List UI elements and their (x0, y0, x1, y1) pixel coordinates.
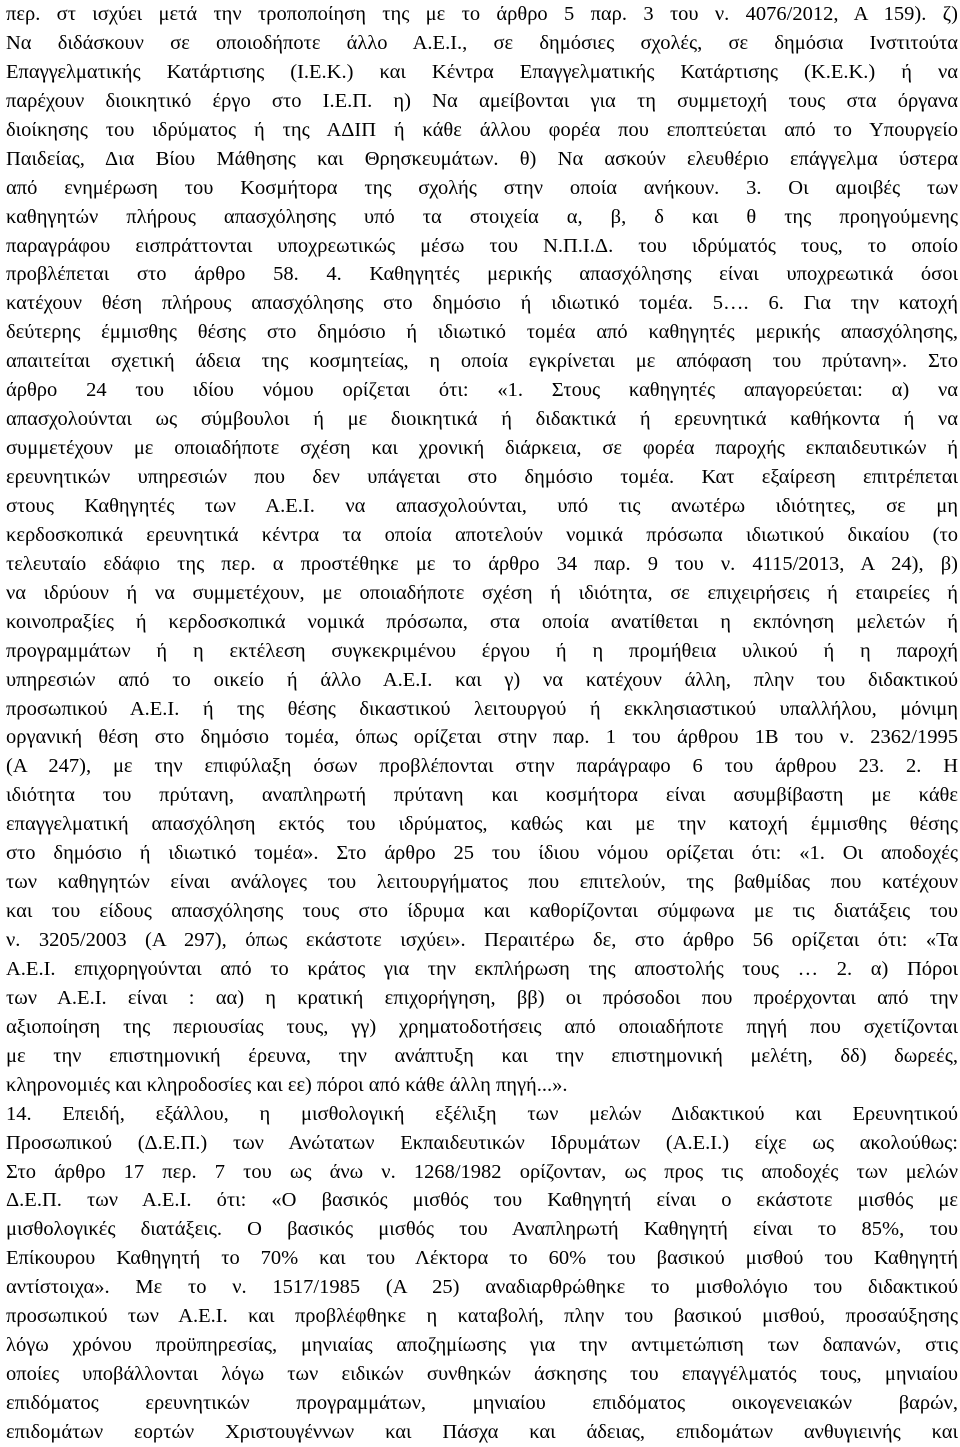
text-line: Επίκουρου Καθηγητή το 70% και του Λέκτορα το 60% του βασικού μισθού του Καθηγητή (6, 1247, 958, 1270)
text-line: Παιδείας, Δια Βίου Μάθησης και Θρησκευμάτων. θ) Να ασκούν ελευθέριο επάγγελμα ύστερα (6, 147, 958, 170)
text-line: (Α 247), με την επιφύλαξη όσων προβλέπονται στην παράγραφο 6 του άρθρου 23. 2. Η (6, 755, 958, 778)
text-line: 14. Επειδή, εξάλλου, η μισθολογική εξέλιξη των μελών Διδακτικού και Ερευνητικού (6, 1102, 958, 1125)
text-line: των καθηγητών είναι ανάλογες του λειτουργήματος που επιτελούν, της βαθμίδας που κατέχουν (6, 871, 958, 894)
text-line: και του είδους απασχόλησης τους στο ίδρυμα και καθορίζονται σύμφωνα με τις διατάξεις του (6, 900, 958, 923)
text-line: απαιτείται σχετική άδεια της κοσμητείας, η οποία εγκρίνεται με απόφαση του πρύτανη». Στο (6, 350, 958, 373)
text-line: κληρονομιές και κληροδοσίες και εε) πόροι από κάθε άλλη πηγή...». (6, 1073, 568, 1096)
text-line: επιδόματος ερευνητικών προγραμμάτων, μηνιαίου επιδόματος οικογενειακών βαρών, (6, 1392, 958, 1414)
text-line: προγραμμάτων ή η εκτέλεση συγκεκριμένου έργου ή η προμήθεια υλικού ή η παροχή (6, 639, 958, 662)
text-line: Να διδάσκουν σε οποιοδήποτε άλλο Α.Ε.Ι., σε δημόσιες σχολές, σε δημόσια Ινστιτούτα (6, 31, 958, 54)
text-line: προσωπικού Α.Ε.Ι. ή της θέσης δικαστικού λειτουργού ή εκκλησιαστικού υπαλλήλου, μόνιμη (6, 697, 958, 720)
text-line: Στο άρθρο 17 περ. 7 του ως άνω ν. 1268/1982 ορίζονταν, ως προς τις αποδοχές των μελών (6, 1160, 958, 1183)
text-line: με την επιστημονική έρευνα, την ανάπτυξη και την επιστημονική μελέτη, δδ) δωρεές, (6, 1044, 958, 1067)
text-line: αντίστοιχα». Με το ν. 1517/1985 (Α 25) αναδιαρθρώθηκε το μισθολόγιο του διδακτικού (6, 1276, 958, 1299)
text-line: στους Καθηγητές των Α.Ε.Ι. να απασχολούνται, υπό τις ανωτέρω ιδιότητες, σε μη (6, 494, 958, 517)
text-line: άρθρο 24 του ιδίου νόμου ορίζεται ότι: «1. Στους καθηγητές απαγορεύεται: α) να (6, 379, 958, 402)
text-line: στο δημόσιο ή ιδιωτικό τομέα». Στο άρθρο 25 του ίδιου νόμου ορίζεται ότι: «1. Οι αποδοχές (6, 842, 958, 865)
text-line: λόγω χρόνου προϋπηρεσίας, μηνιαίας αποζημίωσης για την αντιμετώπιση των δαπανών, στις (6, 1334, 958, 1357)
text-line: ιδιότητα του πρύτανη, αναπληρωτή πρύτανη και κοσμήτορα είναι ασυμβίβαστη με κάθε (6, 784, 958, 807)
text-line: Προσωπικού (Δ.Ε.Π.) των Ανώτατων Εκπαιδευτικών Ιδρυμάτων (Α.Ε.Ι.) είχε ως ακολούθως: (6, 1131, 958, 1154)
document-page (6, 0, 958, 1447)
text-line: ερευνητικών υπηρεσιών που δεν υπάγεται στο δημόσιο τομέα. Κατ εξαίρεση επιτρέπεται (6, 466, 958, 488)
text-line: επιδομάτων εορτών Χριστουγέννων και Πάσχα και άδειας, επιδομάτων ανθυγιεινής και (6, 1420, 958, 1443)
text-line: αξιοποίηση της περιουσίας τους, γγ) χρηματοδοτήσεις από οποιαδήποτε πηγή που σχετίζονται (6, 1015, 958, 1038)
text-line: μισθολογικές διατάξεις. Ο βασικός μισθός του Αναπληρωτή Καθηγητή είναι το 85%, του (6, 1218, 958, 1241)
text-line: κοινοπραξίες ή κερδοσκοπικά νομικά πρόσωπα, στα οποία ανατίθεται η εκπόνηση μελετών ή (6, 610, 958, 633)
text-line: Α.Ε.Ι. επιχορηγούνται από το κράτος για την εκπλήρωση της αποστολής τους … 2. α) Πόροι (6, 957, 958, 980)
text-line: να ιδρύουν ή να συμμετέχουν, με οποιαδήποτε σχέση ή ιδιότητα, σε επιχειρήσεις ή εταιρείες ή (6, 581, 958, 604)
text-line: κερδοσκοπικά ερευνητικά κέντρα τα οποία αποτελούν νομικά πρόσωπα ιδιωτικού δικαίου (το (6, 523, 958, 546)
text-line: παρέχουν διοικητικό έργο στο Ι.Ε.Π. η) Να αμείβονται για τη συμμετοχή τους στα όργανα (6, 89, 958, 112)
text-line: οποίες υποβάλλονται λόγω των ειδικών συνθηκών άσκησης του επαγγέλματός τους, μηνιαίου (6, 1363, 958, 1386)
text-line: προσωπικού των Α.Ε.Ι. και προβλέφθηκε η καταβολή, πλην του βασικού μισθού, προσαύξησης (6, 1305, 958, 1328)
text-line: υπηρεσιών από το οικείο ή άλλο Α.Ε.Ι. και γ) να κατέχουν άλλη, πλην του διδακτικού (6, 668, 958, 691)
text-line: δεύτερης έμμισθης θέσης στο δημόσιο ή ιδιωτικό τομέα από καθηγητές μερικής απασχόλησης, (6, 321, 958, 344)
text-line: οργανική θέση στο δημόσιο τομέα, όπως ορίζεται στην παρ. 1 του άρθρου 1Β του ν. 2362/1995 (6, 726, 958, 749)
text-line: από ενημέρωση του Κοσμήτορα της σχολής στην οποία ανήκουν. 3. Οι αμοιβές των (6, 176, 958, 199)
text-line: επαγγελματική απασχόληση εκτός του ιδρύματος, καθώς και με την κατοχή έμμισθης θέσης (6, 813, 958, 836)
text-line: ν. 3205/2003 (Α 297), όπως εκάστοτε ισχύει». Περαιτέρω δε, στο άρθρο 56 ορίζεται ότι: «Τα (6, 929, 958, 951)
text-line: καθηγητών πλήρους απασχόλησης υπό τα στοιχεία α, β, δ και θ της προηγούμενης (6, 205, 958, 228)
text-line: κατέχουν θέση πλήρους απασχόλησης στο δημόσιο ή ιδιωτικό τομέα. 5…. 6. Για την κατοχή (6, 292, 958, 315)
text-line: τελευταίο εδάφιο της περ. α προστέθηκε με το άρθρο 34 παρ. 9 του ν. 4115/2013, Α 24), β) (6, 552, 958, 575)
text-line: Επαγγελματικής Κατάρτισης (Ι.Ε.Κ.) και Κέντρα Επαγγελματικής Κατάρτισης (Κ.Ε.Κ.) ή να (6, 60, 958, 83)
text-line: προβλέπεται στο άρθρο 58. 4. Καθηγητές μερικής απασχόλησης είναι υποχρεωτικά όσοι (6, 263, 958, 286)
text-line: απασχολούνται ως σύμβουλοι ή με διοικητικά ή διδακτικά ή ερευνητικά καθήκοντα ή να (6, 408, 958, 431)
text-line: συμμετέχουν με οποιαδήποτε σχέση και χρονική διάρκεια, σε φορέα παροχής εκπαιδευτικών ή (6, 437, 958, 460)
text-line: περ. στ ισχύει μετά την τροποποίηση της με το άρθρο 5 παρ. 3 του ν. 4076/2012, Α 159). ζ) (6, 3, 958, 25)
text-line: παραγράφου εισπράττονται υποχρεωτικώς μέσω του Ν.Π.Ι.Δ. του ιδρύματός τους, το οποίο (6, 234, 958, 257)
text-line: Δ.Ε.Π. των Α.Ε.Ι. ότι: «Ο βασικός μισθός του Καθηγητή είναι ο εκάστοτε μισθός με (6, 1189, 958, 1212)
text-line: των Α.Ε.Ι. είναι : αα) η κρατική επιχορήγηση, ββ) οι πρόσοδοι που προέρχονται από την (6, 986, 958, 1009)
text-line: διοίκησης του ιδρύματος ή της ΑΔΙΠ ή κάθε άλλου φορέα που εποπτεύεται από το Υπουργείο (6, 118, 958, 141)
